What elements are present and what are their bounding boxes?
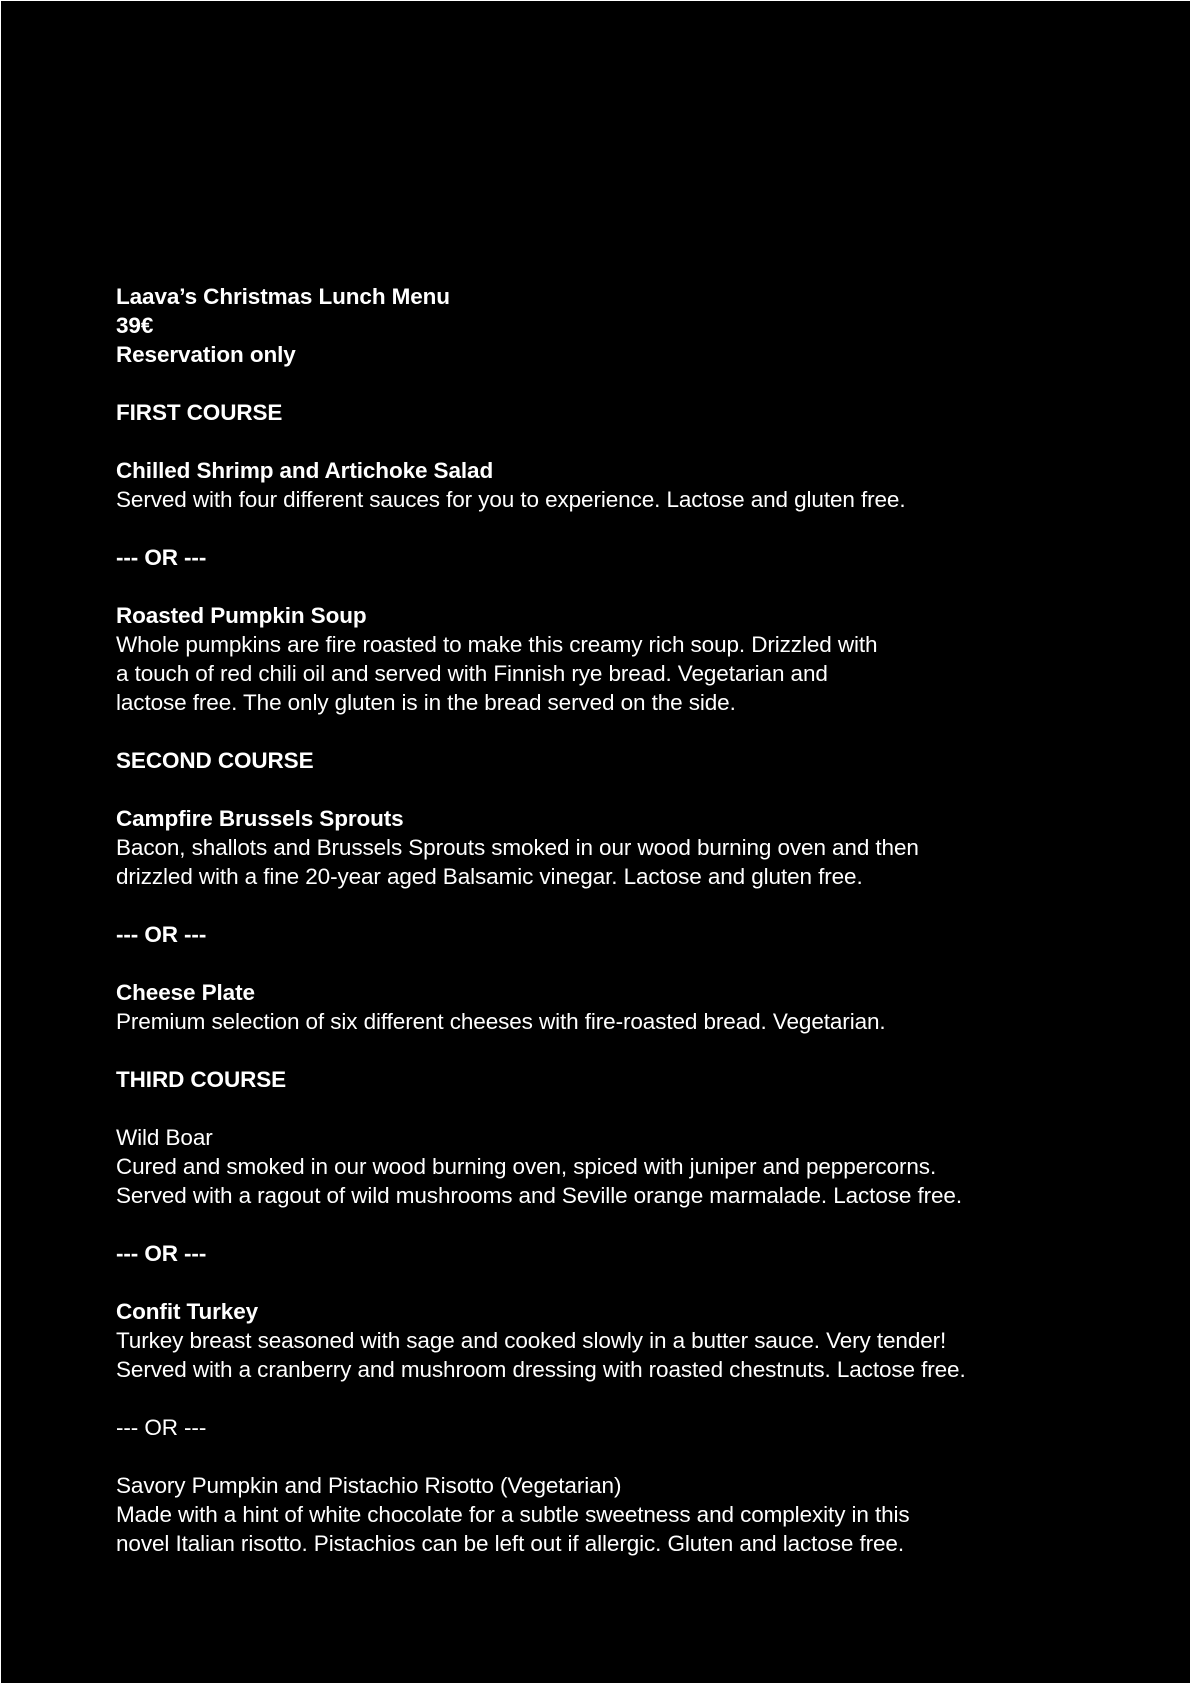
dish-desc-line: a touch of red chili oil and served with Finnish rye bread. Vegetarian and [116, 661, 828, 686]
dish-desc-line: novel Italian risotto. Pistachios can be left out if allergic. Gluten and lactose free. [116, 1531, 904, 1556]
dish-desc-line: lactose free. The only gluten is in the bread served on the side. [116, 690, 736, 715]
or-separator: --- OR --- [116, 545, 207, 570]
dish-name-pumpkin-risotto: Savory Pumpkin and Pistachio Risotto (Vegetarian) [116, 1473, 622, 1498]
spacer [116, 1268, 1116, 1297]
menu-price: 39€ [116, 313, 154, 338]
spacer [116, 1384, 1116, 1413]
first-course-heading: FIRST COURSE [116, 400, 283, 425]
dish-desc-line: Whole pumpkins are fire roasted to make this creamy rich soup. Drizzled with [116, 632, 878, 657]
spacer [116, 1210, 1116, 1239]
or-separator: --- OR --- [116, 922, 207, 947]
dish-name-brussels-sprouts: Campfire Brussels Sprouts [116, 806, 404, 831]
dish-desc-line: Cured and smoked in our wood burning oven, spiced with juniper and peppercorns. [116, 1154, 937, 1179]
spacer [116, 949, 1116, 978]
spacer [116, 891, 1116, 920]
spacer [116, 427, 1116, 456]
dish-desc-line: Made with a hint of white chocolate for a subtle sweetness and complexity in this [116, 1502, 910, 1527]
dish-desc-line: Served with a ragout of wild mushrooms and Seville orange marmalade. Lactose free. [116, 1183, 962, 1208]
dish-name-cheese-plate: Cheese Plate [116, 980, 255, 1005]
second-course-heading: SECOND COURSE [116, 748, 314, 773]
dish-desc-line: Served with four different sauces for you to experience. Lactose and gluten free. [116, 487, 906, 512]
spacer [116, 369, 1116, 398]
spacer [116, 572, 1116, 601]
reservation-note: Reservation only [116, 342, 296, 367]
spacer [116, 1036, 1116, 1065]
dish-name-pumpkin-soup: Roasted Pumpkin Soup [116, 603, 367, 628]
dish-desc-line: Served with a cranberry and mushroom dressing with roasted chestnuts. Lactose free. [116, 1357, 966, 1382]
dish-name-wild-boar: Wild Boar [116, 1125, 213, 1150]
third-course-heading: THIRD COURSE [116, 1067, 287, 1092]
spacer [116, 717, 1116, 746]
menu-title: Laava’s Christmas Lunch Menu [116, 284, 450, 309]
spacer [116, 775, 1116, 804]
dish-desc-line: Premium selection of six different cheeses with fire-roasted bread. Vegetarian. [116, 1009, 886, 1034]
menu-content [116, 282, 1116, 1558]
or-separator: --- OR --- [116, 1415, 207, 1440]
spacer [116, 1442, 1116, 1471]
dish-name-shrimp-salad: Chilled Shrimp and Artichoke Salad [116, 458, 494, 483]
dish-desc-line: drizzled with a fine 20-year aged Balsamic vinegar. Lactose and gluten free. [116, 864, 863, 889]
menu-page [1, 1, 1190, 1683]
spacer [116, 514, 1116, 543]
dish-desc-line: Turkey breast seasoned with sage and cooked slowly in a butter sauce. Very tender! [116, 1328, 947, 1353]
spacer [116, 1094, 1116, 1123]
dish-desc-line: Bacon, shallots and Brussels Sprouts smoked in our wood burning oven and then [116, 835, 919, 860]
dish-name-confit-turkey: Confit Turkey [116, 1299, 259, 1324]
or-separator: --- OR --- [116, 1241, 207, 1266]
